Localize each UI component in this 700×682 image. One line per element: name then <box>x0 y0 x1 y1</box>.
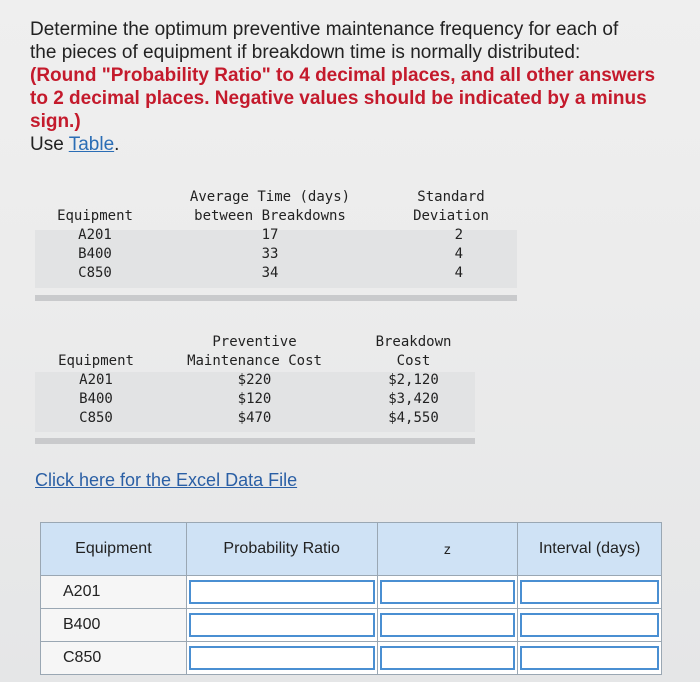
table-row <box>35 264 517 283</box>
table2-cell-pm: $120 <box>237 391 272 407</box>
use-suffix: . <box>114 134 120 155</box>
excel-data-file-link[interactable]: Click here for the Excel Data File <box>35 470 298 490</box>
question-line-1: Determine the optimum preventive maintenance frequency for each of <box>30 19 619 40</box>
z-input-c850[interactable] <box>380 646 516 670</box>
probability-ratio-input-c850[interactable] <box>189 646 375 670</box>
answer-table <box>40 522 662 675</box>
table1-header-avg-line1: Average Time (days) <box>189 189 351 205</box>
table1-cell-avg: 33 <box>261 246 279 262</box>
table-row <box>41 642 662 675</box>
table2-bottom-rule <box>35 438 475 444</box>
maintenance-cost-table <box>35 333 475 428</box>
answer-header-row <box>41 523 662 576</box>
rounding-note-line-1: (Round "Probability Ratio" to 4 decimal places, and all other answers <box>30 65 656 86</box>
z-input-b400[interactable] <box>380 613 516 637</box>
answer-header-interval: Interval (days) <box>518 523 662 576</box>
table1-header-avg-time <box>155 188 385 226</box>
z-input-a201[interactable] <box>380 580 516 604</box>
table1-header-avg-line2: between Breakdowns <box>194 208 346 224</box>
table-row <box>35 226 517 245</box>
use-table-line <box>30 133 690 156</box>
table2-cell-equipment: A201 <box>79 372 113 388</box>
answer-header-probability-ratio: Probability Ratio <box>186 523 377 576</box>
table1-header-equipment: Equipment <box>57 208 133 224</box>
probability-ratio-input-a201[interactable] <box>189 580 375 604</box>
table2-header-equipment: Equipment <box>58 353 134 369</box>
interval-input-a201[interactable] <box>520 580 659 604</box>
table2-header-bd-line2: Cost <box>396 353 431 369</box>
table-row <box>41 609 662 642</box>
interval-input-b400[interactable] <box>520 613 659 637</box>
table2-cell-equipment: B400 <box>79 391 113 407</box>
table2-header-pm-line2: Maintenance Cost <box>187 353 322 369</box>
table1-cell-std: 4 <box>454 265 463 281</box>
table2-cell-pm: $470 <box>237 410 272 426</box>
table1-header-std <box>385 188 517 226</box>
table1-cell-avg: 34 <box>261 265 279 281</box>
question-text <box>30 18 690 156</box>
use-prefix: Use <box>30 134 69 155</box>
table2-cell-equipment: C850 <box>79 410 113 426</box>
answer-row-label: A201 <box>41 576 187 609</box>
table-row <box>35 245 517 264</box>
answer-row-label: C850 <box>41 642 187 675</box>
rounding-note-line-2: to 2 decimal places. Negative values should be indicated by a minus <box>30 88 647 109</box>
table1-cell-equipment: A201 <box>78 227 112 243</box>
table2-cell-pm: $220 <box>237 372 272 388</box>
answer-header-z: z <box>377 523 518 576</box>
answer-header-equipment: Equipment <box>41 523 187 576</box>
table2-header-row <box>35 333 475 371</box>
table1-cell-equipment: B400 <box>78 246 112 262</box>
table-row <box>35 409 475 428</box>
table1-bottom-rule <box>35 295 517 301</box>
table1-header-std-line2: Deviation <box>413 208 489 224</box>
table2-header-bd-cost <box>352 333 475 371</box>
breakdown-time-table <box>35 188 517 283</box>
table1-cell-equipment: C850 <box>78 265 112 281</box>
table1-header-std-line1: Standard <box>417 189 485 205</box>
table-row <box>41 576 662 609</box>
table2-header-pm-cost <box>157 333 352 371</box>
table1-cell-std: 4 <box>454 246 463 262</box>
table2-cell-bd: $2,120 <box>388 372 439 388</box>
table1-cell-avg: 17 <box>261 227 279 243</box>
table2-header-pm-line1: Preventive <box>212 334 297 350</box>
probability-ratio-input-b400[interactable] <box>189 613 375 637</box>
table-row <box>35 390 475 409</box>
question-line-2: the pieces of equipment if breakdown time is normally distributed: <box>30 42 581 63</box>
table1-cell-std: 2 <box>454 227 463 243</box>
table1-header-row <box>35 188 517 226</box>
answer-row-label: B400 <box>41 609 187 642</box>
interval-input-c850[interactable] <box>520 646 659 670</box>
table2-cell-bd: $4,550 <box>388 410 439 426</box>
table2-cell-bd: $3,420 <box>388 391 439 407</box>
table-link[interactable]: Table <box>68 134 115 155</box>
table-row <box>35 371 475 390</box>
rounding-note-line-3: sign.) <box>30 111 81 132</box>
table2-header-bd-line1: Breakdown <box>375 334 452 350</box>
